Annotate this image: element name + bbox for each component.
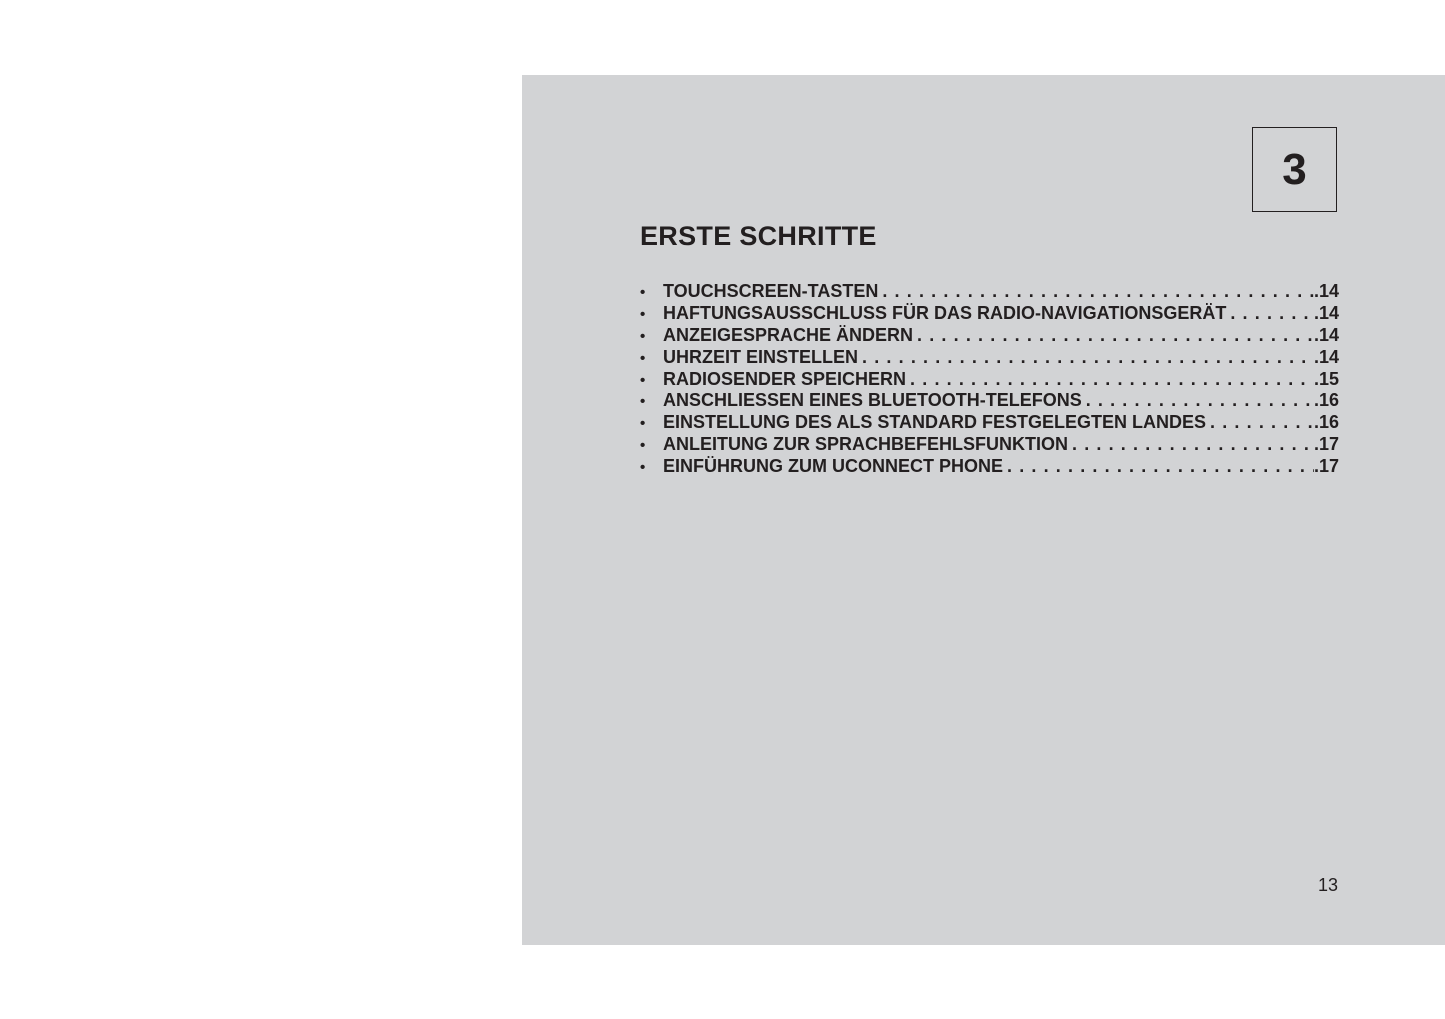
chapter-number: 3 xyxy=(1282,144,1307,194)
toc-entry-page: .15 xyxy=(1313,368,1339,389)
toc-entry-haftungsausschluss[interactable] xyxy=(640,303,1339,325)
toc-entry-touchscreen-tasten[interactable] xyxy=(640,281,1339,303)
toc-entry-standard-land[interactable] xyxy=(640,412,1339,434)
dot-leader xyxy=(858,347,1314,368)
bullet-icon: • xyxy=(640,284,646,301)
toc-entry-radiosender[interactable] xyxy=(640,369,1339,391)
bullet-icon: • xyxy=(640,437,646,455)
toc-entry-uconnect-phone[interactable] xyxy=(640,456,1339,478)
toc-entry-title: RADIOSENDER SPEICHERN xyxy=(663,368,907,389)
bullet-icon: • xyxy=(640,393,646,411)
bullet-icon: • xyxy=(640,371,646,389)
toc-entry-title: ANSCHLIESSEN EINES BLUETOOTH-TELEFONS xyxy=(663,390,1082,411)
toc-entry-title: UHRZEIT EINSTELLEN xyxy=(663,346,859,367)
bullet-icon: • xyxy=(640,349,646,367)
section-title: ERSTE SCHRITTE xyxy=(640,221,877,251)
dot-leader xyxy=(1003,456,1314,477)
toc-entry-anzeigesprache[interactable] xyxy=(640,325,1339,347)
chapter-number-box xyxy=(1252,127,1337,212)
toc-entry-sprachbefehl[interactable] xyxy=(640,434,1339,456)
toc-entry-title: TOUCHSCREEN-TASTEN xyxy=(663,281,879,301)
toc-entry-page: .14 xyxy=(1313,302,1339,323)
toc-entry-page: .16 xyxy=(1313,390,1339,411)
dot-leader xyxy=(913,325,1314,346)
toc-entry-page: .14 xyxy=(1313,346,1339,367)
toc-entry-uhrzeit[interactable] xyxy=(640,347,1339,369)
document-page xyxy=(522,75,1445,945)
dot-leader xyxy=(906,369,1314,390)
table-of-contents xyxy=(640,281,1339,478)
toc-entry-page: .14 xyxy=(1313,324,1339,345)
toc-entry-page: .17 xyxy=(1313,456,1339,477)
toc-entry-page: .17 xyxy=(1313,434,1339,455)
dot-leader xyxy=(1206,412,1314,433)
bullet-icon: • xyxy=(640,415,646,433)
toc-entry-page: .16 xyxy=(1313,412,1339,433)
toc-entry-title: HAFTUNGSAUSSCHLUSS FÜR DAS RADIO-NAVIGATIONSGERÄT xyxy=(663,302,1227,323)
toc-entry-title: EINFÜHRUNG ZUM UCONNECT PHONE xyxy=(663,456,1003,477)
dot-leader xyxy=(1226,303,1314,324)
bullet-icon: • xyxy=(640,305,646,323)
dot-leader xyxy=(1082,390,1314,411)
dot-leader xyxy=(1068,434,1314,455)
toc-entry-page: .14 xyxy=(1313,281,1339,301)
toc-entry-title: ANZEIGESPRACHE ÄNDERN xyxy=(663,324,914,345)
bullet-icon: • xyxy=(640,459,646,477)
toc-entry-title: ANLEITUNG ZUR SPRACHBEFEHLSFUNKTION xyxy=(663,434,1068,455)
toc-entry-title: EINSTELLUNG DES ALS STANDARD FESTGELEGTEN LANDES xyxy=(663,412,1207,433)
page-number: 13 xyxy=(1317,875,1338,895)
dot-leader xyxy=(878,281,1314,302)
toc-entry-bluetooth[interactable] xyxy=(640,390,1339,412)
bullet-icon: • xyxy=(640,327,646,345)
